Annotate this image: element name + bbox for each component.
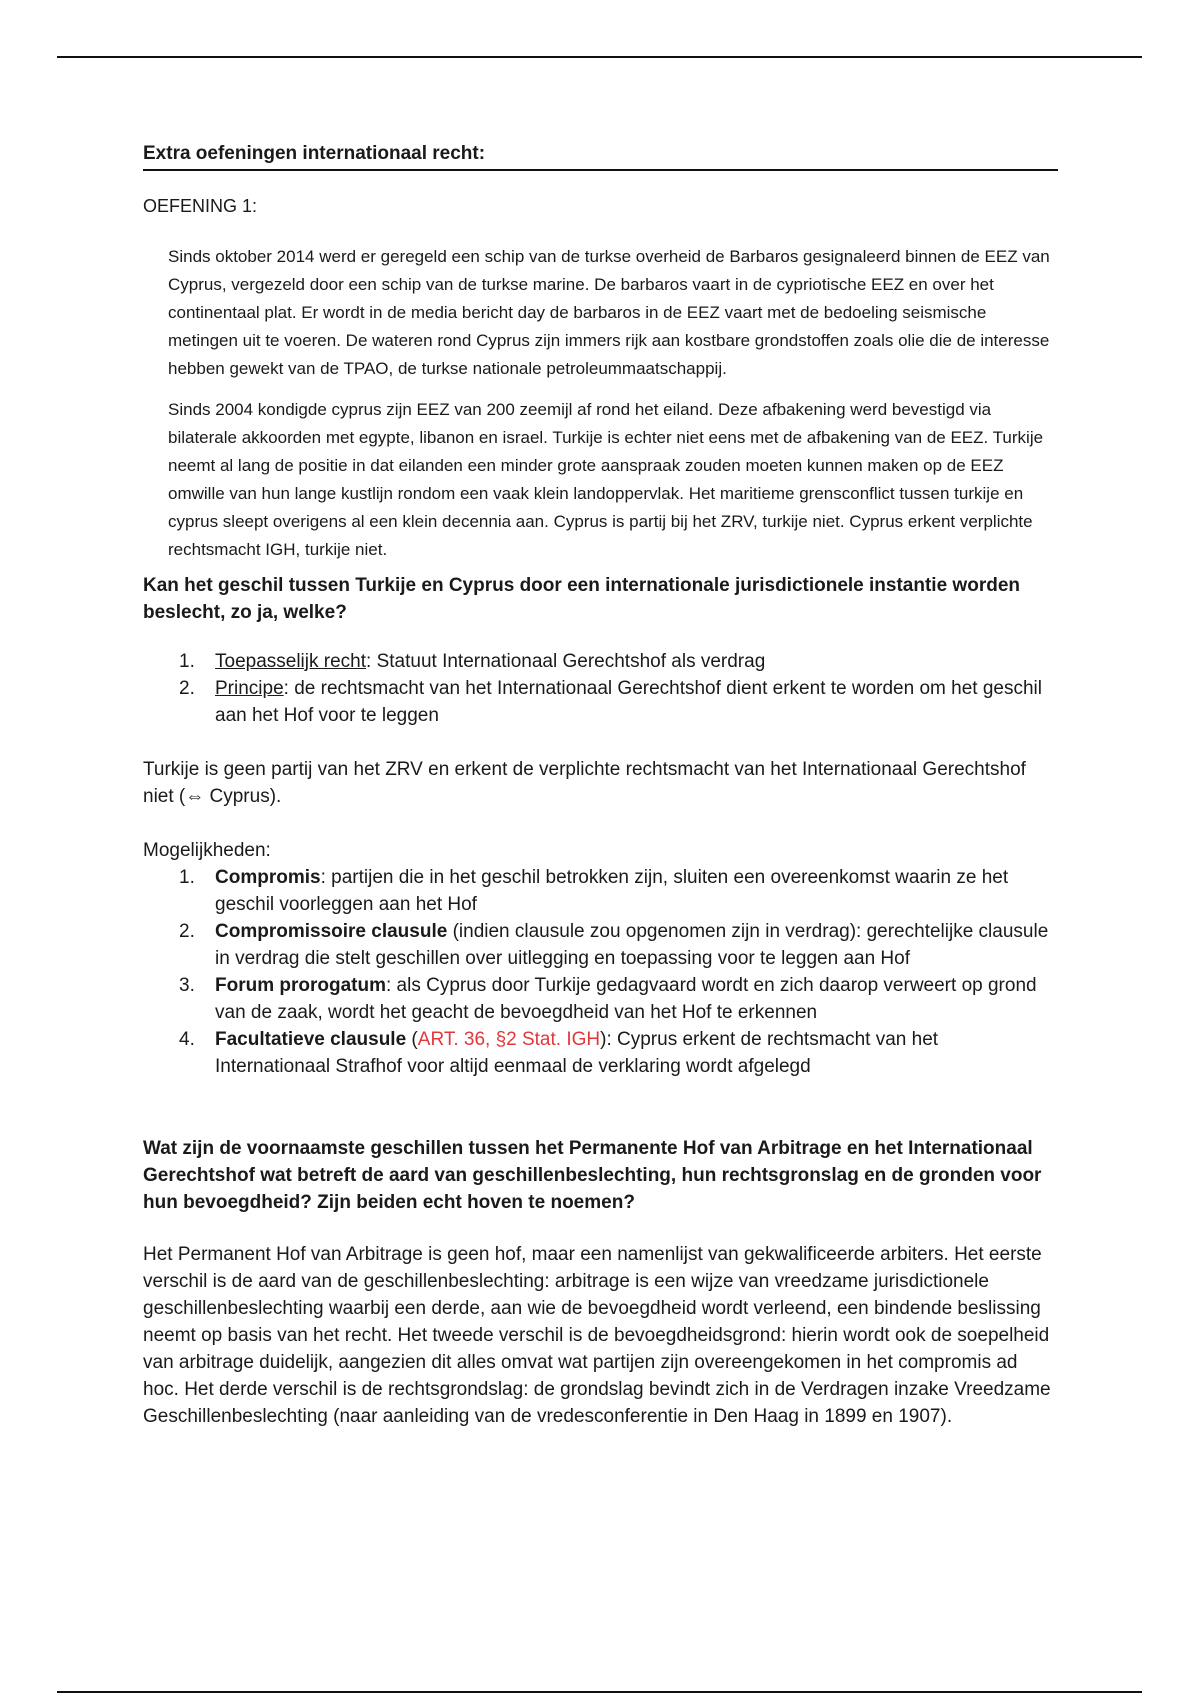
- list-number: 1.: [179, 867, 195, 888]
- list-term: Toepasselijk recht: [215, 651, 367, 672]
- list-text: : als Cyprus door Turkije gedagvaard wordt en zich daarop verweert op grond van de zaak, wordt het geacht de bevoegdheid van het Hof te erkennen: [215, 975, 1037, 1023]
- exercise-heading: OEFENING 1:: [143, 196, 258, 216]
- list-number: 4.: [179, 1029, 195, 1050]
- list-item: [143, 675, 1058, 729]
- possibilities-list: [143, 864, 1058, 1080]
- list-term: Compromis: [215, 867, 321, 888]
- list-term: Facultatieve clausule: [215, 1029, 407, 1050]
- list-term: Forum prorogatum: [215, 975, 386, 996]
- list-term: Principe: [215, 678, 284, 699]
- list-item: [143, 1026, 1058, 1080]
- list-text: : de rechtsmacht van het Internationaal Gerechtshof dient erkent te worden om het geschil aan het Hof voor te leggen: [215, 678, 1042, 726]
- footer-rule: [57, 1691, 1142, 1693]
- list-number: 3.: [179, 975, 195, 996]
- answer-1-list: [143, 648, 1058, 729]
- case-paragraph: Sinds 2004 kondigde cyprus zijn EEZ van 200 zeemijl af rond het eiland. Deze afbakening werd bevestigd via bilaterale akkoorden met egypte, libanon en israel. Turkije is echter niet eens met de afbakening van de EEZ. Turkije neemt al lang de positie in dat eilanden een minder grote aanspraak zouden moeten kunnen maken op de EEZ omwille van hun lange kustlijn rondom een vaak klein landoppervlak. Het maritieme grensconflict tussen turkije en cyprus sleept overigens al een klein decennia aan. Cyprus is partij bij het ZRV, turkije niet. Cyprus erkent verplichte rechtsmacht IGH, turkije niet.: [168, 400, 1044, 559]
- answer-2-paragraph: Het Permanent Hof van Arbitrage is geen hof, maar een namenlijst van gekwalificeerde arbiters. Het eerste verschil is de aard van de geschillenbeslechting: arbitrage is een wijze van vreedzame jurisdictionele geschillenbeslechting waarbij een derde, aan wie de bevoegdheid wordt verleend, een bindende beslissing neemt op basis van het recht. Het tweede verschil is de bevoegdheidsgrond: hierin wordt ook de soepelheid van arbitrage duidelijk, aangezien dit alles omvat wat partijen zijn overeengekomen in het compromis ad hoc. Het derde verschil is de rechtsgrondslag: de grondslag bevindt zich in de Verdragen inzake Vreedzame Geschillenbeslechting (naar aanleiding van de vredesconferentie in Den Haag in 1899 en 1907).: [143, 1244, 1051, 1427]
- list-text: (: [406, 1029, 418, 1050]
- list-item: [143, 972, 1058, 1026]
- list-term: Compromissoire clausule: [215, 921, 448, 942]
- list-item: [143, 648, 1058, 675]
- list-text: : Statuut Internationaal Gerechtshof als verdrag: [366, 651, 766, 672]
- list-text: ): Cyprus erkent de rechtsmacht van het Internationaal Strafhof voor altijd eenmaal de verklaring wordt afgelegd: [215, 1029, 939, 1077]
- list-item: [143, 864, 1058, 918]
- case-description: [168, 243, 1058, 564]
- list-number: 1.: [179, 651, 195, 672]
- document-body: [143, 140, 1058, 1430]
- list-text: (indien clausule zou opgenomen zijn in verdrag): gerechtelijke clausule in verdrag die stelt geschillen over uitlegging en toepassing voor te leggen aan Hof: [215, 921, 1049, 969]
- list-number: 2.: [179, 921, 195, 942]
- list-number: 2.: [179, 678, 195, 699]
- possibilities-label: Mogelijkheden:: [143, 840, 271, 861]
- case-paragraph: Sinds oktober 2014 werd er geregeld een schip van de turkse overheid de Barbaros gesignaleerd binnen de EEZ van Cyprus, vergezeld door een schip van de turkse marine. De barbaros vaart in de cypriotische EEZ en over het continentaal plat. Er wordt in de media bericht day de barbaros in de EEZ vaart met de bedoeling seismische metingen uit te voeren. De wateren rond Cyprus zijn immers rijk aan kostbare grondstoffen zoals olie die de interesse hebben gewekt van de TPAO, de turkse nationale petroleummaatschappij.: [168, 247, 1050, 378]
- question-2: Wat zijn de voornaamste geschillen tussen het Permanente Hof van Arbitrage en het Internationaal Gerechtshof wat betreft de aard van geschillenbeslechting, hun rechtsgronslag en de gronden voor hun bevoegdheid? Zijn beiden echt hoven te noemen?: [143, 1138, 1042, 1213]
- legal-reference: ART. 36, §2 Stat. IGH: [417, 1029, 601, 1050]
- list-item: [143, 918, 1058, 972]
- header-rule: [57, 56, 1142, 58]
- document-title: Extra oefeningen internationaal recht:: [143, 140, 1058, 171]
- list-text: : partijen die in het geschil betrokken zijn, sluiten een overeenkomst waarin ze het geschil voorleggen aan het Hof: [215, 867, 1009, 915]
- answer-1-paragraph: Turkije is geen partij van het ZRV en erkent de verplichte rechtsmacht van het Internationaal Gerechtshof niet (⇔ Cyprus).: [143, 759, 1026, 807]
- question-1: Kan het geschil tussen Turkije en Cyprus door een internationale jurisdictionele instantie worden beslecht, zo ja, welke?: [143, 575, 1020, 623]
